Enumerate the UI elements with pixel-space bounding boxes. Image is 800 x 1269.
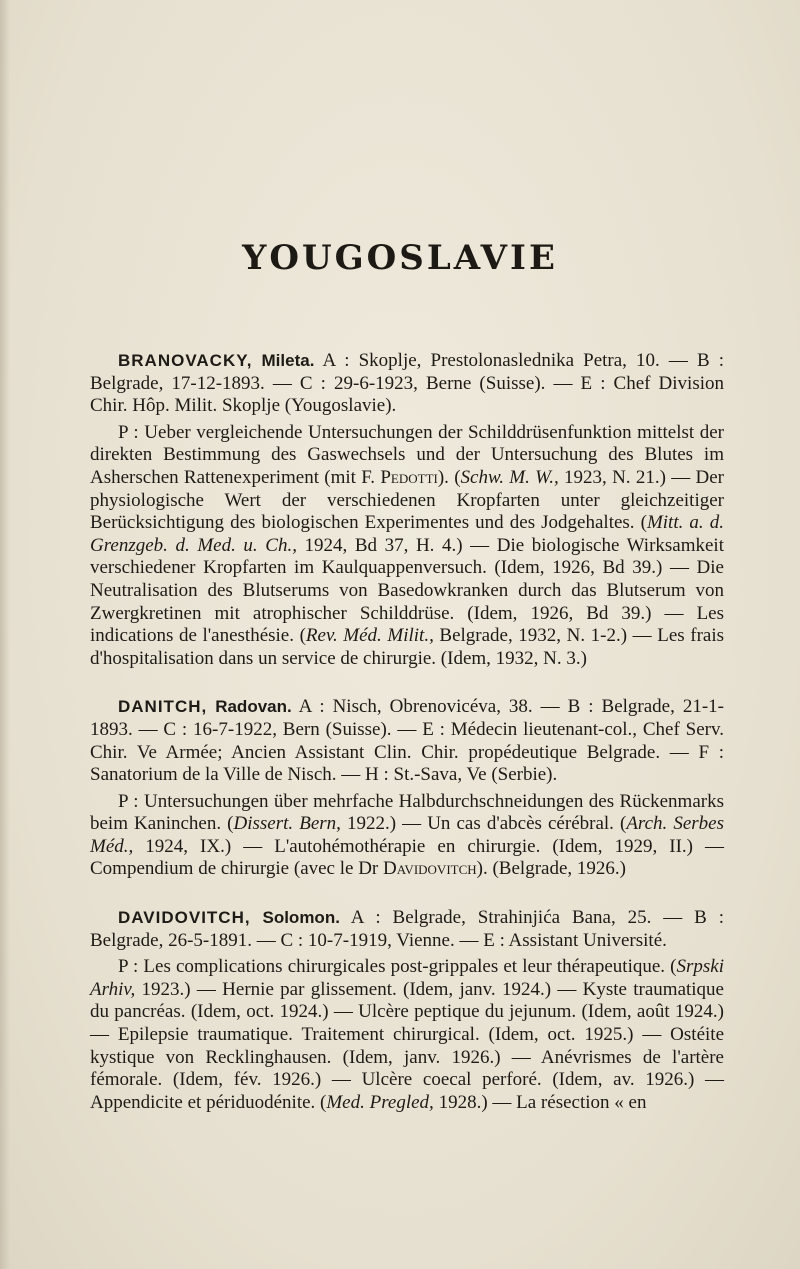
entry-header bbox=[90, 350, 724, 418]
journal-citation: Med. Pregled, bbox=[326, 1091, 434, 1113]
entry-branovacky bbox=[90, 350, 724, 670]
entry-bio: A : Belgrade, Strahinjića Bana, 25. — B : Belgrade, 26-5-1891. — C : 10-7-1919, Vienne. — E : Assistant Université. bbox=[90, 907, 725, 951]
entry-bio: A : Nisch, Obrenovicéva, 38. — B : Belgrade, 21-1-1893. — C : 16-7-1922, Bern (Suisse). — E : Médecin lieutenant-col., Chef Serv. Chir. Ve Armée; Ancien Assistant Clin. Chir. propédeutique Belgrade. — F : Sanatorium de la Ville de Nisch. — H : St.-Sava, Ve (Serbie). bbox=[90, 696, 725, 786]
publication-text: P : Les complications chirurgicales post-grippales et leur thérapeutique. ( bbox=[118, 956, 677, 978]
entry-publications bbox=[90, 422, 724, 671]
publication-text: ). ( bbox=[437, 466, 461, 488]
publication-text: P : Untersuchungen über mehrfache Halbdurchschneidungen des Rückenmarks beim Kaninchen. ( bbox=[90, 790, 724, 835]
entry-bio: A : Skoplje, Prestolonaslednika Petra, 10. — B : Belgrade, 17-12-1893. — C : 29-6-1923, Berne (Suisse). — E : Chef Division Chir. Hôp. Milit. Skoplje (Yougoslavie). bbox=[90, 350, 724, 417]
entry-given-name: Radovan. bbox=[215, 697, 292, 717]
entry-danitch bbox=[90, 696, 724, 881]
entry-surname: BRANOVACKY, bbox=[118, 351, 253, 370]
entry-header bbox=[90, 696, 724, 786]
entries-list bbox=[90, 350, 724, 1140]
entry-given-name: Mileta. bbox=[261, 351, 315, 370]
page-binding-shadow bbox=[0, 0, 10, 1269]
publication-text: ). (Belgrade, 1926.) bbox=[476, 858, 626, 880]
journal-citation: Srpski Arhiv, bbox=[90, 956, 724, 1000]
entry-davidovitch bbox=[90, 907, 724, 1114]
journal-citation: Rev. Méd. Milit., bbox=[305, 625, 434, 647]
journal-citation: Schw. M. W., bbox=[460, 466, 559, 488]
publication-text: P : Ueber vergleichende Untersuchungen der Schilddrüsenfunktion mittelst der direkten Bestimmung des Gaswechsels und der Untersuchung des Blutes im Asherschen Rattenexperiment (mit F. bbox=[90, 421, 724, 488]
journal-citation: Arch. Serbes Méd., bbox=[90, 813, 725, 857]
entry-header bbox=[90, 907, 724, 952]
publication-text: 1923.) — Hernie par glissement. (Idem, janv. 1924.) — Kyste traumatique du pancréas. (Idem, oct. 1924.) — Ulcère peptique du jejunum. (Idem, août 1924.) — Epilepsie traumatique. Traitement chirurgical. (Idem, oct. 1925.) — Ostéite kystique von Recklinghausen. (Idem, janv. 1926.) — Anévrismes de l'artère fémorale. (Idem, fév. 1926.) — Ulcère coecal perforé. (Idem, av. 1926.) — Appendicite et périduodénite. ( bbox=[90, 978, 724, 1113]
publication-text: 1924, Bd 37, H. 4.) — Die biologische Wirksamkeit verschiedener Kropfarten im Kaulquappenversuch. (Idem, 1926, Bd 39.) — Die Neutralisation des Blutserums von Basedowkranken durch das Blutserum von Zwergkretinen mit atrophischer Schilddrüse. (Idem, 1926, Bd 39.) — Les indications de l'anesthésie. ( bbox=[90, 534, 724, 647]
entry-given-name: Solomon. bbox=[262, 908, 340, 928]
coauthor-name: Davidovitch bbox=[383, 858, 477, 880]
entry-publications bbox=[90, 956, 724, 1114]
publication-text: 1923, N. 21.) — Der physiologische Wert der verschiedenen Kropfarten unter gleichzeitiger Berücksichtigung des biologischen Experimentes und des Jodgehaltes. ( bbox=[90, 466, 725, 534]
journal-citation: Mitt. a. d. Grenzgeb. d. Med. u. Ch., bbox=[90, 512, 725, 556]
entry-publications bbox=[90, 791, 724, 881]
coauthor-name: Pedotti bbox=[380, 466, 438, 488]
publication-text: Belgrade, 1932, N. 1-2.) — Les frais d'hospitalisation dans un service de chirurgie. (Idem, 1932, N. 3.) bbox=[90, 625, 725, 669]
publication-text: 1922.) — Un cas d'abcès cérébral. ( bbox=[340, 813, 627, 835]
page-title: YOUGOSLAVIE bbox=[242, 238, 558, 278]
entry-surname: DANITCH, bbox=[118, 697, 208, 717]
journal-citation: Dissert. Bern, bbox=[233, 813, 341, 835]
publication-text: 1924, IX.) — L'autohémothérapie en chirurgie. (Idem, 1929, II.) — Compendium de chirurgie (avec le Dr bbox=[90, 835, 724, 880]
publication-text: 1928.) — La résection « en bbox=[433, 1091, 647, 1113]
entry-surname: DAVIDOVITCH, bbox=[118, 908, 251, 928]
